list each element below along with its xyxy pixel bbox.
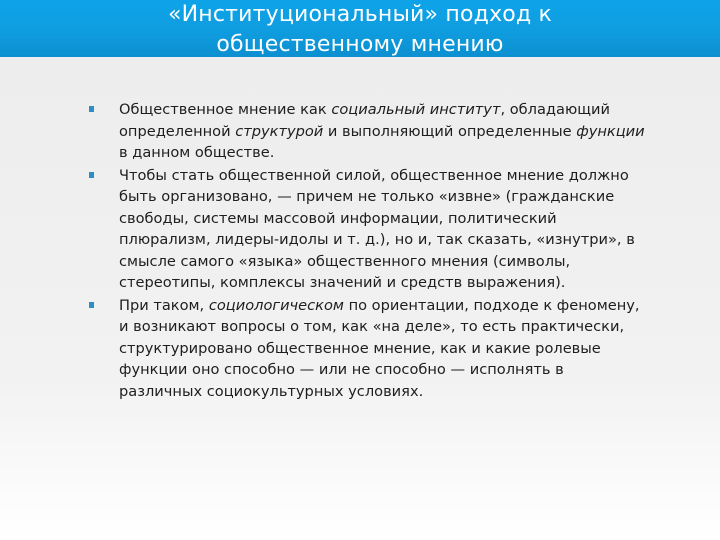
bullet-text-part: и выполняющий определенные [323,122,577,140]
slide-title [60,0,660,57]
bullet-item [88,295,648,403]
bullet-text [119,167,635,292]
bullet-text-part: Общественное мнение как [119,101,332,118]
square-bullet-icon [89,302,94,308]
bullet-item [88,165,648,294]
bullet-text-italic: социальный институт [331,101,501,118]
bullet-list [88,99,648,403]
slide-title-line-1: «Институциональный» подход к [167,2,553,27]
bullet-item [88,99,648,164]
bullet-text-italic: структурой [235,122,324,140]
title-bar [0,0,720,57]
bullet-text-part: в данном обществе. [119,144,275,161]
bullet-text-part: При таком, [119,296,209,314]
bullet-text-part: Чтобы стать общественной силой, общественное мнение должно быть организовано, — причем не только «извне» (гражданские свободы, системы массовой информации, политический плюрализм, лидеры-идолы и т. д.), но и, так сказать, «изнутри», в смысле самого «языка» общественного мнения (символы, стереотипы, комплексы значений и средств выражения). [119,166,635,291]
bullet-text-part: по ориентации, подходе к феномену, и возникают вопросы о том, как «на деле», то есть практически, структурировано общественное мнение, как и какие ролевые функции оно способно — или не способно — исполнять в различных социокультурных условиях. [119,296,640,400]
bullet-text-italic: функции [576,122,645,140]
square-bullet-icon [89,106,94,112]
slide-title-line-2: общественному мнению [216,32,504,57]
bullet-text-italic: социологическом [208,296,344,314]
bullet-text [119,297,640,400]
square-bullet-icon [89,172,94,178]
bullet-text-part: , обладающий определенной [119,101,610,140]
bullet-text [119,101,645,161]
